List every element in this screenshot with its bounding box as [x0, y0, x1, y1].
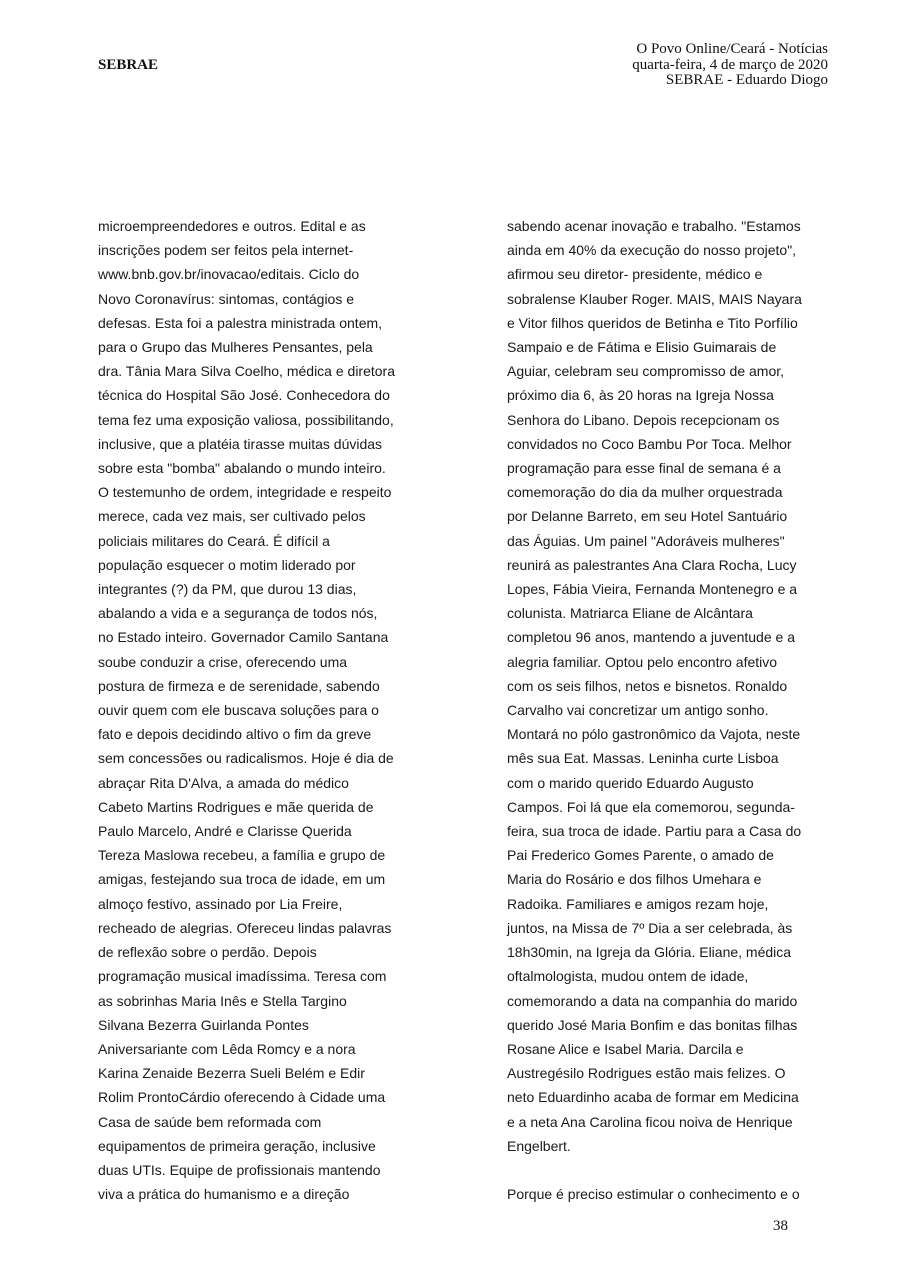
- text-line: oftalmologista, mudou ontem de idade,: [507, 968, 749, 985]
- text-line: Austregésilo Rodrigues estão mais felizes. O: [507, 1065, 786, 1082]
- text-line: almoço festivo, assinado por Lia Freire,: [98, 895, 343, 912]
- text-line: Engelbert.: [507, 1137, 571, 1154]
- publisher-label: SEBRAE: [98, 57, 159, 73]
- text-line: defesas. Esta foi a palestra ministrada ontem,: [98, 314, 383, 331]
- article-column-left: [98, 214, 418, 1206]
- text-line: dra. Tânia Mara Silva Coelho, médica e diretora: [98, 363, 396, 380]
- text-line: microempreendedores e outros. Edital e as: [98, 218, 366, 234]
- text-line: sobre esta "bomba" abalando o mundo inteiro.: [98, 460, 386, 477]
- text-line: Campos. Foi lá que ela comemorou, segunda-: [507, 798, 795, 815]
- text-line: por Delanne Barreto, em seu Hotel Santuário: [507, 508, 788, 525]
- text-line: Senhora do Libano. Depois recepcionam os: [507, 411, 780, 428]
- text-line: as sobrinhas Maria Inês e Stella Targino: [98, 992, 347, 1009]
- text-line: afirmou seu diretor- presidente, médico e: [507, 266, 763, 283]
- text-line: abalando a vida e a segurança de todos nós,: [98, 605, 378, 622]
- text-line: Radoika. Familiares e amigos rezam hoje,: [507, 895, 769, 912]
- text-line: comemorando a data na companhia do marido: [507, 992, 798, 1009]
- text-line: equipamentos de primeira geração, inclusive: [98, 1137, 376, 1154]
- text-line: Carvalho vai concretizar um antigo sonho.: [507, 702, 769, 719]
- publication-date: quarta-feira, 4 de março de 2020: [632, 56, 828, 73]
- text-line: ainda em 40% da execução do nosso projeto",: [507, 242, 797, 259]
- text-line: inscrições podem ser feitos pela internet-: [98, 242, 354, 259]
- text-line: comemoração do dia da mulher orquestrada: [507, 484, 783, 501]
- text-line: www.bnb.gov.br/inovacao/editais. Ciclo do: [98, 266, 360, 283]
- text-line: soube conduzir a crise, oferecendo uma: [98, 653, 348, 670]
- text-line: e a neta Ana Carolina ficou noiva de Henrique: [507, 1113, 793, 1130]
- text-line: convidados no Coco Bambu Por Toca. Melhor: [507, 435, 792, 452]
- text-line: 18h30min, na Igreja da Glória. Eliane, médica: [507, 944, 792, 961]
- text-line: Novo Coronavírus: sintomas, contágios e: [98, 290, 355, 307]
- text-line: programação para esse final de semana é a: [507, 460, 781, 477]
- text-line: Karina Zenaide Bezerra Sueli Belém e Edir: [98, 1065, 365, 1082]
- text-line: ouvir quem com ele buscava soluções para o: [98, 702, 379, 719]
- text-line: duas UTIs. Equipe de profissionais mantendo: [98, 1161, 381, 1178]
- text-line: técnica do Hospital São José. Conhecedora do: [98, 387, 390, 404]
- text-line: Paulo Marcelo, André e Clarisse Querida: [98, 823, 352, 840]
- text-line: e Vitor filhos queridos de Betinha e Tito Porfílio: [507, 314, 798, 331]
- page-number: 38: [773, 1218, 788, 1234]
- text-line: com o marido querido Eduardo Augusto: [507, 774, 754, 791]
- text-line: recheado de alegrias. Ofereceu lindas palavras: [98, 919, 392, 936]
- text-line: Porque é preciso estimular o conhecimento e o: [507, 1185, 800, 1202]
- text-line: amigas, festejando sua troca de idade, em um: [98, 871, 386, 888]
- text-line: integrantes (?) da PM, que durou 13 dias,: [98, 581, 357, 598]
- text-line: sobralense Klauber Roger. MAIS, MAIS Nayara: [507, 290, 802, 307]
- text-line: Montará no pólo gastronômico da Vajota, neste: [507, 726, 801, 743]
- text-line: juntos, na Missa de 7º Dia a ser celebrada, às: [507, 919, 793, 936]
- text-line: Maria do Rosário e dos filhos Umehara e: [507, 871, 762, 888]
- text-line: próximo dia 6, às 20 horas na Igreja Nossa: [507, 387, 774, 404]
- text-line: Rolim ProntoCárdio oferecendo à Cidade uma: [98, 1089, 386, 1106]
- text-line: população esquecer o motim liderado por: [98, 556, 356, 573]
- text-line: tema fez uma exposição valiosa, possibilitando,: [98, 411, 394, 428]
- text-line: inclusive, que a platéia tirasse muitas dúvidas: [98, 435, 383, 452]
- text-line: policiais militares do Ceará. É difícil a: [98, 532, 330, 549]
- text-line: para o Grupo das Mulheres Pensantes, pela: [98, 339, 373, 356]
- text-line: colunista. Matriarca Eliane de Alcântara: [507, 605, 753, 622]
- text-line: sem concessões ou radicalismos. Hoje é dia de: [98, 750, 394, 767]
- text-line: O testemunho de ordem, integridade e respeito: [98, 484, 392, 501]
- text-line: Pai Frederico Gomes Parente, o amado de: [507, 847, 774, 864]
- text-line: viva a prática do humanismo e a direção: [98, 1186, 350, 1203]
- text-line: Silvana Bezerra Guirlanda Pontes: [98, 1016, 309, 1033]
- text-line: abraçar Rita D'Alva, a amada do médico: [98, 774, 349, 791]
- clipping-tag: SEBRAE - Eduardo Diogo: [665, 72, 828, 88]
- text-line: Aniversariante com Lêda Romcy e a nora: [98, 1040, 356, 1057]
- text-line: com os seis filhos, netos e bisnetos. Ronaldo: [507, 677, 788, 694]
- text-line: fato e depois decidindo altivo o fim da greve: [98, 726, 372, 743]
- text-line: querido José Maria Bonfim e das bonitas filhas: [507, 1016, 798, 1033]
- text-line: das Águias. Um painel "Adoráveis mulheres": [507, 532, 785, 549]
- text-line: sabendo acenar inovação e trabalho. "Estamos: [507, 218, 801, 234]
- text-line: Aguiar, celebram seu compromisso de amor,: [507, 363, 785, 380]
- source-name: O Povo Online/Ceará - Notícias: [636, 41, 828, 57]
- text-line: reunirá as palestrantes Ana Clara Rocha, Lucy: [507, 556, 797, 573]
- text-line: Rosane Alice e Isabel Maria. Darcila e: [507, 1040, 744, 1057]
- text-line: completou 96 anos, mantendo a juventude e a: [507, 629, 795, 646]
- text-line: Lopes, Fábia Vieira, Fernanda Montenegro e a: [507, 581, 798, 598]
- text-line: neto Eduardinho acaba de formar em Medicina: [507, 1089, 799, 1106]
- text-line: merece, cada vez mais, ser cultivado pelos: [98, 508, 366, 525]
- text-line: no Estado inteiro. Governador Camilo Santana: [98, 629, 389, 646]
- paragraph-gap: [507, 1158, 832, 1182]
- text-line: de reflexão sobre o perdão. Depois: [98, 944, 317, 961]
- text-line: alegria familiar. Optou pelo encontro afetivo: [507, 653, 778, 670]
- text-line: feira, sua troca de idade. Partiu para a Casa do: [507, 823, 802, 840]
- text-line: Casa de saúde bem reformada com: [98, 1113, 322, 1130]
- source-info: [632, 42, 828, 89]
- text-line: programação musical imadíssima. Teresa com: [98, 968, 387, 985]
- text-line: postura de firmeza e de serenidade, sabendo: [98, 677, 380, 694]
- text-line: mês sua Eat. Massas. Leninha curte Lisboa: [507, 750, 779, 767]
- article-column-right: [507, 214, 832, 1206]
- text-line: Tereza Maslowa recebeu, a família e grupo de: [98, 847, 386, 864]
- text-line: Sampaio e de Fátima e Elisio Guimarais de: [507, 339, 777, 356]
- text-line: Cabeto Martins Rodrigues e mãe querida de: [98, 798, 374, 815]
